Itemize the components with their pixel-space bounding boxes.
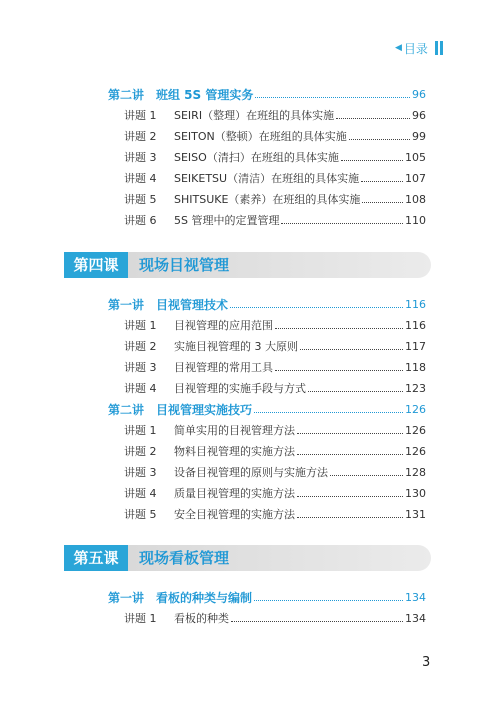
- section-page: 116: [405, 297, 426, 311]
- toc-section[interactable]: [108, 588, 426, 606]
- item-label: 讲题 4: [124, 487, 157, 500]
- item-page: 126: [405, 444, 426, 458]
- dot-leader: [362, 202, 403, 203]
- item-label: 讲题 3: [124, 466, 157, 479]
- item-title: SEIRI（整理）在班组的具体实施: [174, 109, 335, 122]
- page-number: 3: [422, 655, 431, 670]
- item-title: SHITSUKE（素养）在班组的具体实施: [174, 193, 361, 206]
- toc-section[interactable]: [108, 85, 426, 103]
- toc-item[interactable]: [124, 505, 426, 523]
- item-title: 安全目视管理的实施方法: [174, 508, 295, 521]
- item-page: 126: [405, 423, 426, 437]
- lesson-header[interactable]: [64, 545, 431, 571]
- item-page: 134: [405, 611, 426, 625]
- lesson-tag: 第四课: [64, 252, 128, 278]
- item-page: 108: [405, 192, 426, 206]
- item-page: 105: [405, 150, 426, 164]
- item-label: 讲题 2: [124, 445, 157, 458]
- section-page: 126: [405, 402, 426, 416]
- dot-leader: [297, 454, 403, 455]
- item-title: 质量目视管理的实施方法: [174, 487, 295, 500]
- item-title: 物料目视管理的实施方法: [174, 445, 295, 458]
- lesson-header[interactable]: [64, 252, 431, 278]
- item-label: 讲题 1: [124, 109, 157, 122]
- toc-label: 目录: [403, 41, 428, 56]
- dot-leader: [275, 370, 403, 371]
- dot-leader: [230, 307, 403, 308]
- toc-item[interactable]: [124, 463, 426, 481]
- toc-item[interactable]: [124, 358, 426, 376]
- toc-item[interactable]: [124, 609, 426, 627]
- dot-leader: [341, 160, 403, 161]
- dot-leader: [336, 118, 410, 119]
- item-label: 讲题 4: [124, 382, 157, 395]
- section-title: 第二讲 目视管理实施技巧: [108, 402, 253, 417]
- item-title: 5S 管理中的定置管理: [174, 214, 280, 227]
- toc-item[interactable]: [124, 169, 426, 187]
- item-label: 讲题 1: [124, 424, 157, 437]
- bars-icon: [433, 41, 443, 55]
- section-title: 第一讲 看板的种类与编制: [108, 590, 253, 605]
- section-page: 96: [412, 87, 426, 101]
- item-label: 讲题 6: [124, 214, 157, 227]
- dot-leader: [330, 475, 403, 476]
- item-label: 讲题 4: [124, 172, 157, 185]
- item-title: 设备目视管理的原则与实施方法: [174, 466, 328, 479]
- item-page: 130: [405, 486, 426, 500]
- item-page: 96: [412, 108, 426, 122]
- toc-item[interactable]: [124, 442, 426, 460]
- dot-leader: [255, 97, 410, 98]
- toc-section[interactable]: [108, 400, 426, 418]
- item-label: 讲题 1: [124, 612, 157, 625]
- item-title: 目视管理的常用工具: [174, 361, 273, 374]
- dot-leader: [297, 517, 403, 518]
- dot-leader: [281, 223, 403, 224]
- toc-item[interactable]: [124, 316, 426, 334]
- dot-leader: [254, 412, 403, 413]
- item-label: 讲题 5: [124, 508, 157, 521]
- item-label: 讲题 5: [124, 193, 157, 206]
- dot-leader: [231, 621, 403, 622]
- toc-item[interactable]: [124, 379, 426, 397]
- item-page: 118: [405, 360, 426, 374]
- dot-leader: [297, 433, 403, 434]
- item-label: 讲题 3: [124, 361, 157, 374]
- item-title: SEITON（整顿）在班组的具体实施: [174, 130, 347, 143]
- item-label: 讲题 1: [124, 319, 157, 332]
- toc-section[interactable]: [108, 295, 426, 313]
- dot-leader: [349, 139, 410, 140]
- item-title: SEIKETSU（清洁）在班组的具体实施: [174, 172, 360, 185]
- item-label: 讲题 2: [124, 130, 157, 143]
- lesson-title: 现场看板管理: [139, 549, 230, 567]
- dot-leader: [254, 600, 403, 601]
- item-title: 实施目视管理的 3 大原则: [174, 340, 298, 353]
- item-title: 简单实用的目视管理方法: [174, 424, 295, 437]
- toc-item[interactable]: [124, 211, 426, 229]
- item-title: SEISO（清扫）在班组的具体实施: [174, 151, 339, 164]
- toc-item[interactable]: [124, 148, 426, 166]
- dot-leader: [308, 391, 403, 392]
- item-page: 128: [405, 465, 426, 479]
- dot-leader: [297, 496, 403, 497]
- lesson-title: 现场目视管理: [139, 256, 230, 274]
- dot-leader: [275, 328, 403, 329]
- section-title: 第一讲 目视管理技术: [108, 297, 229, 312]
- dot-leader: [361, 181, 403, 182]
- item-page: 131: [405, 507, 426, 521]
- item-page: 123: [405, 381, 426, 395]
- section-page: 134: [405, 590, 426, 604]
- section-title: 第二讲 班组 5S 管理实务: [108, 87, 254, 102]
- toc-item[interactable]: [124, 484, 426, 502]
- item-page: 116: [405, 318, 426, 332]
- toc-item[interactable]: [124, 127, 426, 145]
- dot-leader: [300, 349, 403, 350]
- item-label: 讲题 3: [124, 151, 157, 164]
- item-label: 讲题 2: [124, 340, 157, 353]
- toc-item[interactable]: [124, 106, 426, 124]
- toc-item[interactable]: [124, 421, 426, 439]
- item-title: 目视管理的实施手段与方式: [174, 382, 306, 395]
- item-page: 110: [405, 213, 426, 227]
- item-page: 117: [405, 339, 426, 353]
- toc-tab[interactable]: [395, 38, 443, 58]
- item-page: 107: [405, 171, 426, 185]
- toc-item[interactable]: [124, 190, 426, 208]
- item-page: 99: [412, 129, 426, 143]
- item-title: 看板的种类: [174, 612, 229, 625]
- toc-item[interactable]: [124, 337, 426, 355]
- lesson-tag: 第五课: [64, 545, 128, 571]
- triangle-left-icon: ◀: [395, 43, 402, 53]
- item-title: 目视管理的应用范围: [174, 319, 273, 332]
